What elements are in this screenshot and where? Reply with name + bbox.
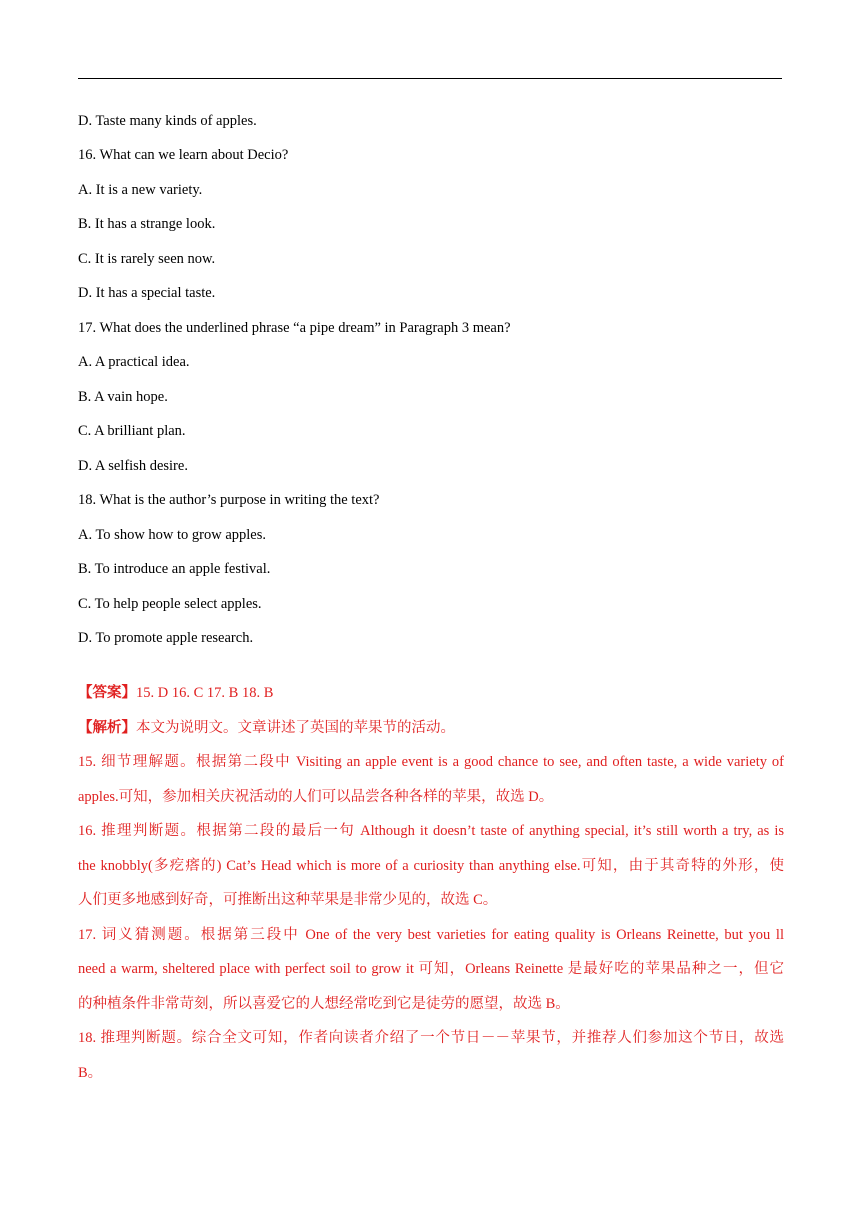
answer-label: 【答案】 — [78, 685, 136, 701]
explanation-17-line2: need a warm, sheltered place with perfect soil to grow it 可知，Orleans Reinette 是最好吃的苹果品种之一，但它 — [78, 961, 784, 977]
option-17-d: D. A selfish desire. — [78, 458, 188, 474]
explanation-17-rest: 的种植条件非常苛刻，所以喜爱它的人想经常吃到它是徒劳的愿望，故选 B。 — [78, 995, 570, 1012]
explanation-18-line1: 18. 推理判断题。综合全文可知，作者向读者介绍了一个节日－－苹果节，并推荐人们参加这个节日，故选 — [78, 1030, 784, 1046]
analysis-line — [78, 711, 784, 746]
answer-section — [78, 676, 784, 1090]
explanation-18-rest: B。 — [78, 1064, 103, 1081]
explanation-16-line2: the knobbly(多疙瘩的) Cat’s Head which is more of a curiosity than anything else.可知，由于其奇特的外形，使 — [78, 857, 784, 874]
option-15-d: D. Taste many kinds of apples. — [78, 113, 257, 129]
option-18-d: D. To promote apple research. — [78, 630, 254, 646]
option-18-b: B. To introduce an apple festival. — [78, 561, 271, 577]
answer-line — [78, 676, 784, 711]
option-16-d: D. It has a special taste. — [78, 285, 216, 301]
analysis-label: 【解析】 — [78, 719, 136, 736]
analysis-text: 本文为说明文。文章讲述了英国的苹果节的活动。 — [136, 719, 455, 736]
question-17: 17. What does the underlined phrase “a pipe dream” in Paragraph 3 mean? — [78, 320, 511, 336]
option-18-c: C. To help people select apples. — [78, 596, 262, 612]
question-18: 18. What is the author’s purpose in writing the text? — [78, 492, 380, 508]
question-16: 16. What can we learn about Decio? — [78, 147, 289, 163]
header-rule — [78, 78, 782, 79]
option-17-a: A. A practical idea. — [78, 354, 190, 370]
option-16-a: A. It is a new variety. — [78, 182, 203, 198]
option-16-c: C. It is rarely seen now. — [78, 251, 216, 267]
explanation-16-rest: 人们更多地感到好奇，可推断出这种苹果是非常少见的，故选 C。 — [78, 892, 498, 908]
explanation-17-line1: 17. 词义猜测题。根据第三段中 One of the very best varieties for eating quality is Orleans Reinette, but you ll — [78, 926, 784, 943]
option-18-a: A. To show how to grow apples. — [78, 527, 267, 543]
explanation-15-rest: apples.可知，参加相关庆祝活动的人们可以品尝各种各样的苹果，故选 D。 — [78, 788, 554, 805]
explanation-15-line1: 15. 细节理解题。根据第二段中 Visiting an apple event is a good chance to see, and often taste, a wide variety of — [78, 754, 784, 770]
answer-text: 15. D 16. C 17. B 18. B — [136, 685, 274, 701]
explanation-16-line1: 16. 推理判断题。根据第二段的最后一句 Although it doesn’t taste of anything special, it’s still worth a try, as is — [78, 823, 784, 839]
option-17-c: C. A brilliant plan. — [78, 423, 186, 439]
option-17-b: B. A vain hope. — [78, 389, 168, 405]
option-16-b: B. It has a strange look. — [78, 216, 216, 232]
